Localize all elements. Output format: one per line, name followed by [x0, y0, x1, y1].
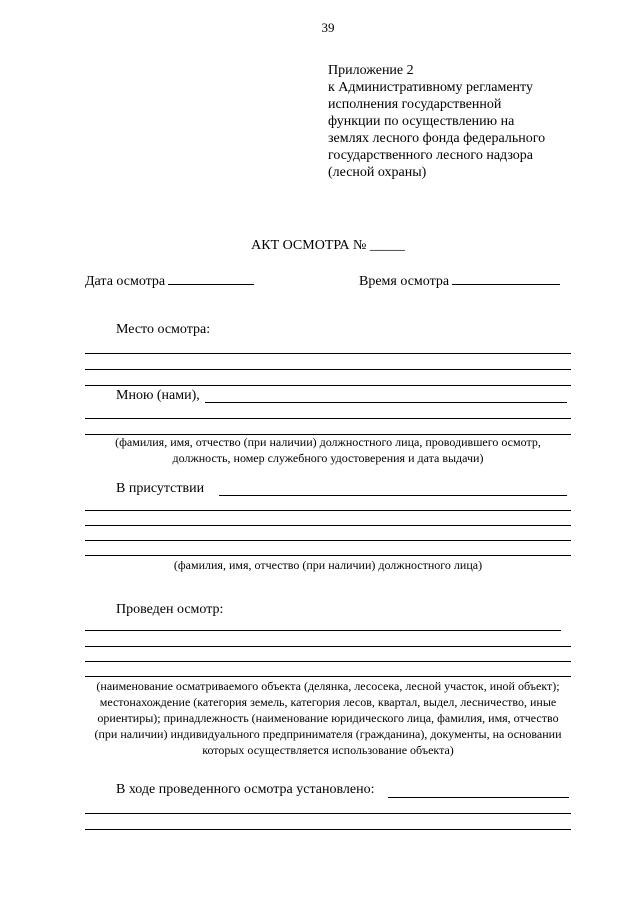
presence-line: [85, 555, 571, 556]
inspection-line: [85, 676, 571, 677]
object-caption: (наименование осматриваемого объекта (делянка, лесосека, лесной участок, иной объект); местонахождение (категория земель, категория лесов, квартал, выдел, лесничество, иные ориентиры); принадлежность (наименование юридического лица, фамилия, имя, отчество (при наличии) индивидуального предпринимателя (гражданина), документы, на основании которых осуществляется использование объекта): [94, 679, 562, 757]
place-line: [85, 369, 571, 370]
by-label: Мною (нами),: [116, 388, 200, 403]
by-line: [85, 418, 571, 419]
findings-line: [85, 829, 571, 830]
presence-line: [219, 495, 567, 496]
inspection-line: [85, 630, 561, 631]
time-blank: [452, 272, 560, 285]
page-number: 39: [321, 20, 335, 35]
by-line: [205, 402, 567, 403]
time-field: [359, 272, 560, 290]
date-blank: [168, 272, 254, 285]
date-field: [85, 272, 254, 290]
document-title: АКТ ОСМОТРА № _____: [251, 238, 405, 253]
date-label: Дата осмотра: [85, 274, 166, 289]
inspection-line: [85, 646, 571, 647]
presence-label: В присутствии: [116, 481, 205, 496]
official-caption: (фамилия, имя, отчество (при наличии) должностного лица, проводившего осмотр, должность, номер служебного удостоверения и дата выдачи): [115, 435, 541, 465]
place-label: Место осмотра:: [116, 322, 211, 337]
findings-line: [85, 813, 571, 814]
inspection-line: [85, 661, 571, 662]
presence-line: [85, 540, 571, 541]
presence-line: [85, 525, 571, 526]
presence-caption: (фамилия, имя, отчество (при наличии) должностного лица): [173, 558, 483, 572]
time-label: Время осмотра: [359, 274, 450, 289]
inspection-label: Проведен осмотр:: [116, 602, 224, 617]
findings-label: В ходе проведенного осмотра установлено:: [116, 782, 375, 797]
place-line: [85, 353, 571, 354]
findings-line: [388, 797, 569, 798]
appendix-note: Приложение 2 к Административному регламенту исполнения государственной функции по осуществлению на землях лесного фонда федерального государственного лесного надзора (лесной охраны): [328, 63, 546, 180]
presence-line: [85, 510, 571, 511]
place-line: [85, 385, 571, 386]
